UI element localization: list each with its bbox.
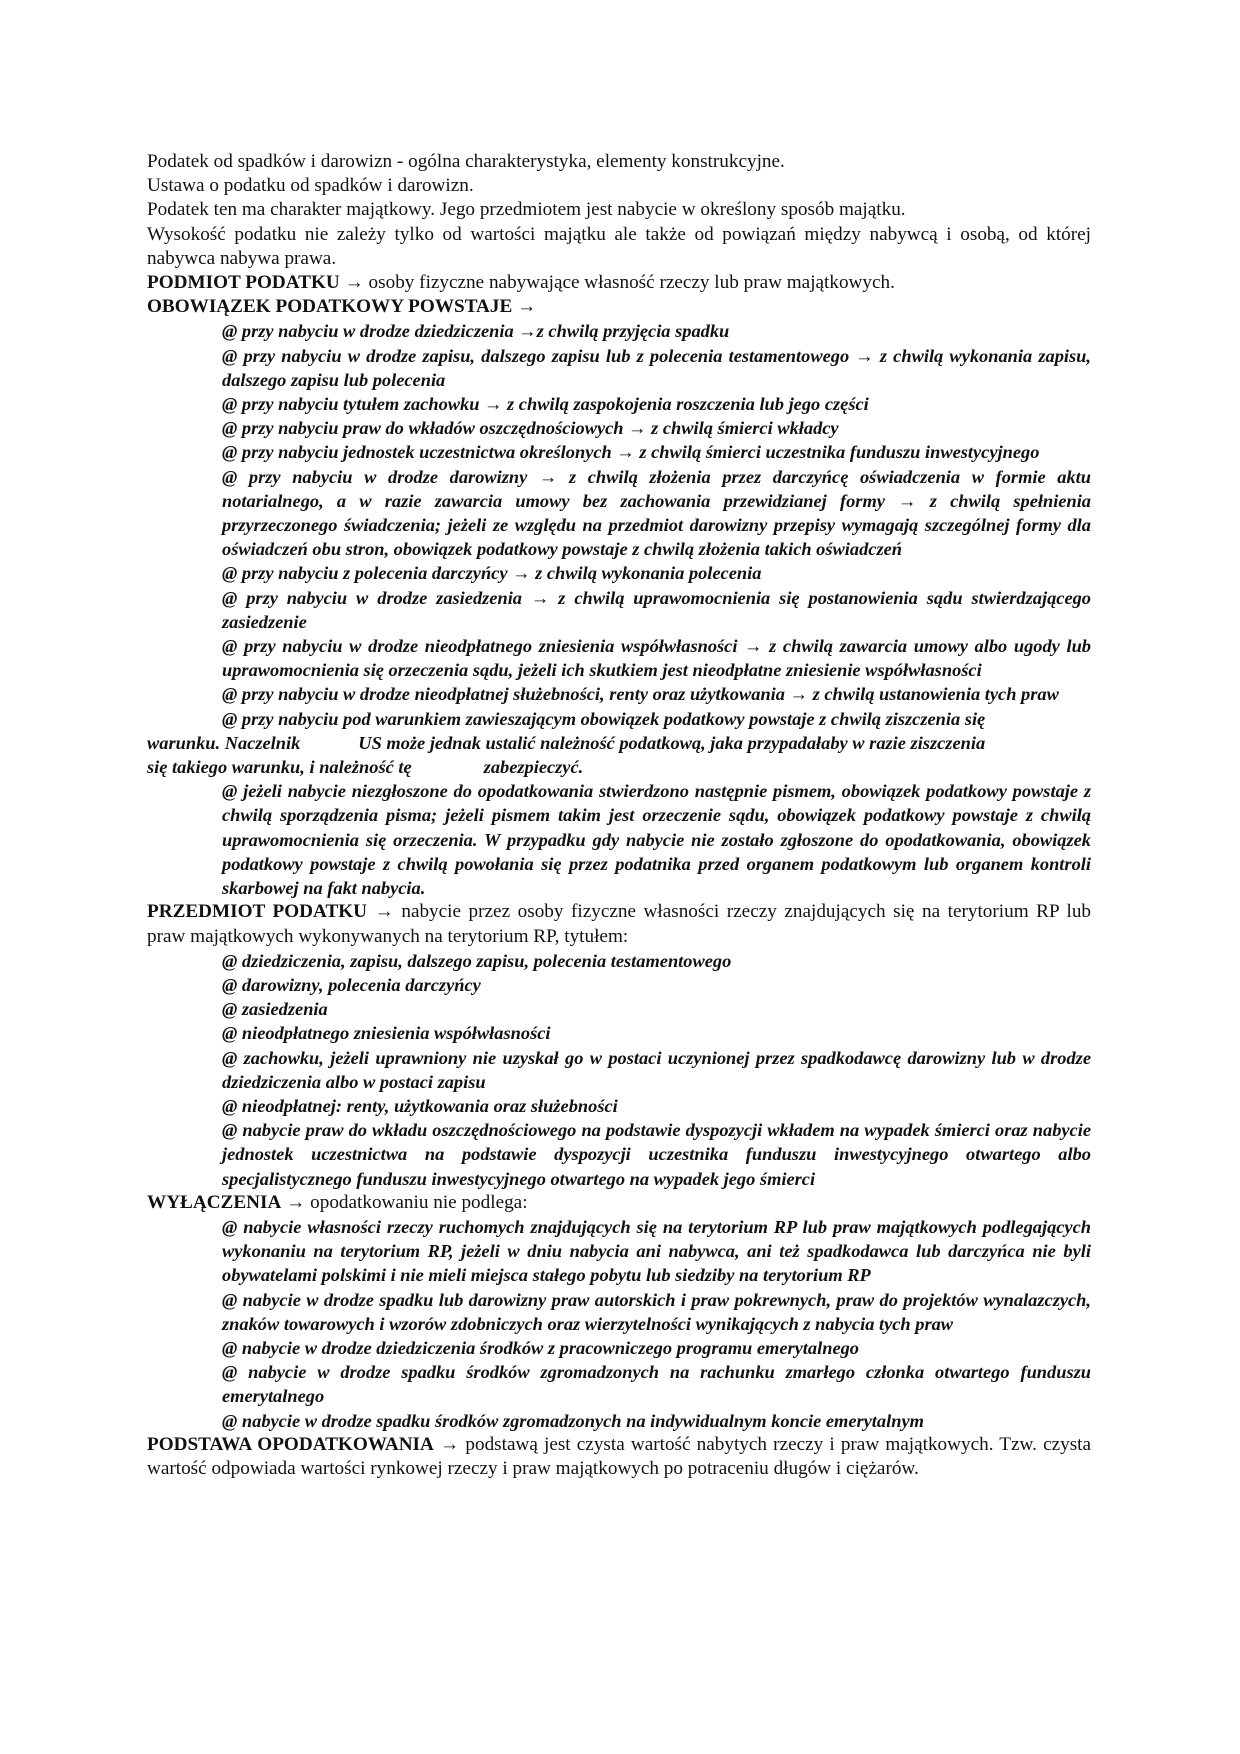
list-item: @ przy nabyciu z polecenia darczyńcy → z chwilą wykonania polecenia	[222, 563, 762, 584]
list-item: @ nabycie praw do wkładu oszczędnościowego na podstawie dyspozycji wkładem na wypadek śmierci oraz nabycie jednostek uczestnictwa na podstawie dyspozycji uczestnika funduszu inwestycyjnego otwartego albo specjalistycznego funduszu inwestycyjnego otwartego na wypadek jego śmierci	[222, 1120, 1091, 1189]
list-item: @ dziedziczenia, zapisu, dalszego zapisu, polecenia testamentowego	[222, 950, 732, 971]
list-item-continuation: warunku. Naczelnik US może jednak ustalić należność podatkową, jaka przypadałaby w razie ziszczenia	[147, 732, 986, 753]
arrow-icon: →	[789, 684, 808, 705]
act-name: Ustawa o podatku od spadków i darowizn.	[147, 175, 474, 197]
arrow-icon: →	[440, 1433, 460, 1455]
doc-title: Podatek od spadków i darowizn - ogólna charakterystyka, elementy konstrukcyjne.	[147, 151, 785, 172]
intro-paragraph: Podatek ten ma charakter majątkowy. Jego przedmiotem jest nabycie w określony sposób majątku.	[147, 199, 906, 221]
podmiot-section	[147, 271, 1091, 295]
section-text: osoby fizyczne nabywające własność rzeczy lub praw majątkowych.	[363, 272, 895, 294]
list-item: @ darowizny, polecenia darczyńcy	[222, 974, 481, 995]
arrow-icon: →	[744, 636, 763, 657]
section-heading: OBOWIĄZEK PODATKOWY POWSTAJE	[147, 296, 513, 318]
list-item: @ przy nabyciu w drodze nieodpłatnej służebności, renty oraz użytkowania → z chwilą ustanowienia tych praw	[222, 684, 1059, 705]
list-item: @ przy nabyciu w drodze nieodpłatnego zniesienia współwłasności → z chwilą zawarcia umowy albo ugody lub uprawomocnienia się orzeczenia sądu, jeżeli ich skutkiem jest nieodpłatne zniesienie współwłasności	[222, 636, 1091, 681]
section-text: podstawą jest czysta wartość nabytych rzeczy i praw majątkowych. Tzw. czysta wartość odpowiada wartości rynkowej rzeczy i praw majątkowych po potraceniu długów i ciężarów.	[147, 1433, 1092, 1479]
list-item: @ przy nabyciu w drodze zasiedzenia → z chwilą uprawomocnienia się postanowienia sądu stwierdzającego zasiedzenie	[222, 587, 1092, 632]
section-heading: PODSTAWA OPODATKOWANIA	[147, 1433, 434, 1455]
section-heading: PRZEDMIOT PODATKU	[147, 901, 368, 923]
list-item: @ nabycie w drodze dziedziczenia środków z pracowniczego programu emerytalnego	[222, 1337, 860, 1358]
list-item: @ przy nabyciu w drodze dziedziczenia →z chwilą przyjęcia spadku	[222, 321, 730, 342]
arrow-icon: →	[898, 490, 917, 511]
list-item: @ jeżeli nabycie niezgłoszone do opodatkowania stwierdzono następnie pismem, obowiązek podatkowy powstaje z chwilą sporządzenia pisma; jeżeli pismem takim jest orzeczenie sądu, obowiązek podatkowy powstaje z chwilą uprawomocnienia się orzeczenia. W przypadku gdy nabycie nie zostało zgłoszone do opodatkowania, obowiązek podatkowy powstaje z chwilą powołania się przez podatnika przed organem podatkowym lub organem kontroli skarbowej na fakt nabycia.	[222, 781, 1091, 899]
list-item-continuation: się takiego warunku, i należność tę zabezpieczyć.	[147, 757, 584, 778]
list-item: @ nabycie w drodze spadku środków zgromadzonych na rachunku zmarłego członka otwartego funduszu emerytalnego	[222, 1362, 1091, 1407]
arrow-icon: →	[344, 272, 364, 294]
obowiazek-heading-line	[147, 295, 1091, 319]
list-item: @ nabycie własności rzeczy ruchomych znajdujących się na terytorium RP lub praw majątkowych podlegających wykonaniu na terytorium RP, jeżeli w dniu nabycia ani nabywca, ani też spadkodawca lub darczyńca nie byli obywatelami polskimi i nie mieli miejsca stałego pobytu lub siedziby na terytorium RP	[222, 1216, 1091, 1286]
section-heading: PODMIOT PODATKU	[147, 272, 340, 294]
list-item: @ nabycie w drodze spadku środków zgromadzonych na indywidualnym koncie emerytalnym	[222, 1410, 924, 1431]
arrow-icon: →	[628, 418, 647, 439]
arrow-icon: →	[374, 901, 394, 923]
arrow-icon: →	[538, 466, 558, 487]
list-item: @ przy nabyciu jednostek uczestnictwa określonych → z chwilą śmierci uczestnika funduszu inwestycyjnego	[222, 442, 1040, 463]
arrow-icon: →	[286, 1191, 306, 1213]
list-item: @ przy nabyciu tytułem zachowku → z chwilą zaspokojenia roszczenia lub jego części	[222, 394, 869, 415]
list-item: @ zachowku, jeżeli uprawniony nie uzyskał go w postaci uczynionej przez spadkodawcę darowizny lub w drodze dziedziczenia albo w postaci zapisu	[222, 1047, 1091, 1092]
arrow-icon: →	[518, 321, 537, 342]
intro-paragraph: Wysokość podatku nie zależy tylko od wartości majątku ale także od powiązań między nabywcą i osobą, od której nabywca nabywa prawa.	[147, 223, 1091, 269]
list-item: @ nieodpłatnego zniesienia współwłasności	[222, 1023, 551, 1044]
arrow-icon: →	[484, 394, 503, 415]
list-item: @ nieodpłatnej: renty, użytkowania oraz służebności	[222, 1095, 618, 1116]
arrow-icon: →	[616, 442, 635, 463]
podstawa-section	[147, 1433, 1091, 1481]
arrow-icon: →	[855, 345, 874, 366]
arrow-icon: →	[517, 296, 537, 318]
section-text: nabycie przez osoby fizyczne własności rzeczy znajdujących się na terytorium RP lub praw majątkowych wykonywanych na terytorium RP, tytułem:	[147, 901, 1092, 947]
przedmiot-section	[147, 900, 1091, 948]
arrow-icon: →	[512, 563, 531, 584]
wylaczenia-section	[147, 1191, 1091, 1215]
list-item: @ nabycie w drodze spadku lub darowizny praw autorskich i praw pokrewnych, praw do projektów wynalazczych, znaków towarowych i wzorów zdobniczych oraz wierzytelności wynikających z nabycia tych praw	[222, 1289, 1091, 1334]
list-item: @ zasiedzenia	[222, 999, 328, 1020]
list-item: @ przy nabyciu praw do wkładów oszczędnościowych → z chwilą śmierci wkładcy	[222, 418, 839, 439]
arrow-icon: →	[530, 587, 550, 608]
section-text: opodatkowaniu nie podlega:	[305, 1191, 528, 1213]
list-item: @ przy nabyciu pod warunkiem zawieszającym obowiązek podatkowy powstaje z chwilą ziszczenia się	[222, 708, 986, 729]
document-page	[147, 150, 1091, 1481]
list-item: @ przy nabyciu w drodze zapisu, dalszego zapisu lub z polecenia testamentowego → z chwilą wykonania zapisu, dalszego zapisu lub polecenia	[222, 345, 1091, 390]
list-item: @ przy nabyciu w drodze darowizny → z chwilą złożenia przez darczyńcę oświadczenia w formie aktu notarialnego, a w razie zawarcia umowy bez zachowania przewidzianej formy → z chwilą spełnienia przyrzeczonego świadczenia; jeżeli ze względu na przedmiot darowizny przepisy wymagają szczególnej formy dla oświadczeń obu stron, obowiązek podatkowy powstaje z chwilą złożenia takich oświadczeń	[222, 466, 1092, 560]
section-heading: WYŁĄCZENIA	[147, 1191, 282, 1213]
